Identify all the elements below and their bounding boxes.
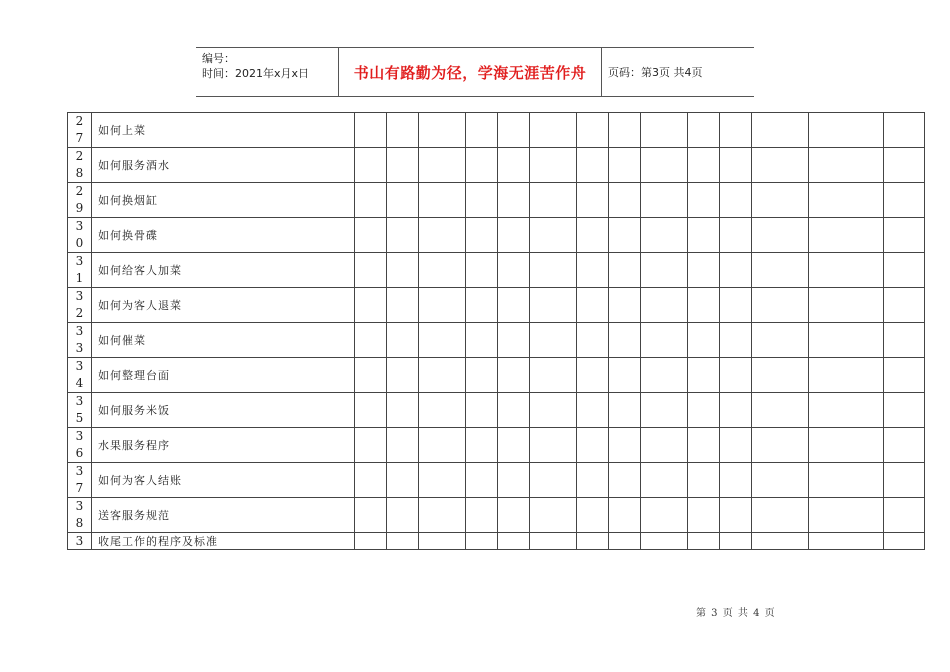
empty-cell [466,113,498,148]
empty-cell [809,323,884,358]
empty-cell [752,358,809,393]
row-item-label: 如何换骨碟 [92,218,355,253]
row-number [68,358,92,393]
empty-cell [884,253,925,288]
empty-cell [355,323,387,358]
empty-cell [720,183,752,218]
row-number-digit: 5 [75,411,84,425]
empty-cell [809,358,884,393]
empty-cell [641,393,688,428]
empty-cell [884,463,925,498]
empty-cell [720,323,752,358]
empty-cell [688,358,720,393]
row-number-digit: 2 [75,149,84,163]
empty-cell [387,183,419,218]
row-item-label: 水果服务程序 [92,428,355,463]
empty-cell [498,533,530,550]
empty-cell [498,148,530,183]
date-label: 时间：2021年x月x日 [202,67,310,80]
empty-cell [577,533,609,550]
row-number-digit: 8 [75,166,84,180]
row-number [68,393,92,428]
row-number-digit: 2 [75,184,84,198]
empty-cell [498,218,530,253]
empty-cell [641,113,688,148]
empty-cell [355,393,387,428]
empty-cell [466,428,498,463]
page-footer: 第 3 页 共 4 页 [696,608,776,619]
row-item-label: 如何给客人加菜 [92,253,355,288]
page-header [196,47,754,97]
empty-cell [720,218,752,253]
row-item-label: 如何为客人结账 [92,463,355,498]
empty-cell [884,428,925,463]
row-item-label: 如何整理台面 [92,358,355,393]
empty-cell [577,498,609,533]
empty-cell [530,148,577,183]
empty-cell [577,393,609,428]
training-checklist-table [67,112,925,550]
empty-cell [577,148,609,183]
row-number-digit: 7 [75,131,84,145]
empty-cell [688,148,720,183]
empty-cell [387,533,419,550]
empty-cell [809,533,884,550]
row-number-digit: 8 [75,516,84,530]
empty-cell [720,428,752,463]
empty-cell [809,288,884,323]
empty-cell [419,113,466,148]
empty-cell [752,148,809,183]
empty-cell [688,218,720,253]
row-number-digit: 3 [75,359,84,373]
empty-cell [355,533,387,550]
row-number-digit: 3 [75,289,84,303]
row-number-digit: 9 [75,201,84,215]
empty-cell [530,498,577,533]
empty-cell [720,393,752,428]
empty-cell [355,428,387,463]
row-number-digit: 2 [75,114,84,128]
table-row [68,498,925,533]
row-number-digit: 1 [75,271,84,285]
empty-cell [809,183,884,218]
row-number-digit: 7 [75,481,84,495]
empty-cell [688,463,720,498]
empty-cell [884,148,925,183]
empty-cell [387,288,419,323]
empty-cell [884,113,925,148]
empty-cell [419,288,466,323]
empty-cell [752,428,809,463]
empty-cell [498,428,530,463]
empty-cell [809,148,884,183]
empty-cell [355,463,387,498]
empty-cell [387,113,419,148]
table-row [68,148,925,183]
empty-cell [498,183,530,218]
empty-cell [752,463,809,498]
empty-cell [720,358,752,393]
empty-cell [355,148,387,183]
empty-cell [641,323,688,358]
empty-cell [884,533,925,550]
empty-cell [809,463,884,498]
empty-cell [530,218,577,253]
empty-cell [387,253,419,288]
empty-cell [609,358,641,393]
empty-cell [884,358,925,393]
row-item-label: 如何服务米饭 [92,393,355,428]
empty-cell [466,533,498,550]
row-number [68,323,92,358]
row-number-digit: 6 [75,446,84,460]
empty-cell [530,533,577,550]
empty-cell [498,288,530,323]
empty-cell [466,218,498,253]
empty-cell [498,323,530,358]
empty-cell [641,463,688,498]
table-row [68,113,925,148]
empty-cell [641,218,688,253]
empty-cell [609,288,641,323]
empty-cell [752,498,809,533]
empty-cell [466,183,498,218]
table-row [68,393,925,428]
empty-cell [498,113,530,148]
empty-cell [498,393,530,428]
table-row [68,253,925,288]
row-number [68,463,92,498]
empty-cell [466,393,498,428]
empty-cell [641,148,688,183]
empty-cell [466,498,498,533]
empty-cell [884,498,925,533]
empty-cell [809,428,884,463]
empty-cell [530,393,577,428]
empty-cell [419,218,466,253]
empty-cell [720,148,752,183]
row-number-digit: 3 [75,219,84,233]
empty-cell [387,218,419,253]
row-number [68,288,92,323]
empty-cell [419,253,466,288]
empty-cell [688,533,720,550]
empty-cell [720,533,752,550]
empty-cell [720,463,752,498]
row-item-label: 如何催菜 [92,323,355,358]
empty-cell [355,358,387,393]
row-number-digit: 2 [75,306,84,320]
empty-cell [466,463,498,498]
empty-cell [884,288,925,323]
empty-cell [530,183,577,218]
row-number-digit: 0 [75,236,84,250]
empty-cell [530,428,577,463]
empty-cell [577,113,609,148]
empty-cell [884,218,925,253]
row-number [68,428,92,463]
empty-cell [609,253,641,288]
empty-cell [466,358,498,393]
empty-cell [387,393,419,428]
empty-cell [641,428,688,463]
empty-cell [752,183,809,218]
empty-cell [387,323,419,358]
empty-cell [387,358,419,393]
empty-cell [466,288,498,323]
empty-cell [498,463,530,498]
empty-cell [577,428,609,463]
number-label: 编号： [202,52,235,65]
empty-cell [577,288,609,323]
row-number [68,148,92,183]
row-number [68,113,92,148]
empty-cell [720,498,752,533]
header-motto: 书山有路勤为径，学海无涯苦作舟 [353,63,587,82]
empty-cell [609,113,641,148]
empty-cell [809,113,884,148]
row-number-digit: 4 [75,376,84,390]
table-row [68,428,925,463]
row-number [68,218,92,253]
empty-cell [419,428,466,463]
empty-cell [466,323,498,358]
empty-cell [809,498,884,533]
row-number [68,183,92,218]
empty-cell [609,218,641,253]
row-number-digit: 3 [75,324,84,338]
empty-cell [688,498,720,533]
empty-cell [355,498,387,533]
empty-cell [752,218,809,253]
row-number [68,253,92,288]
empty-cell [419,393,466,428]
empty-cell [609,393,641,428]
empty-cell [355,253,387,288]
empty-cell [419,323,466,358]
empty-cell [530,358,577,393]
empty-cell [641,498,688,533]
empty-cell [355,288,387,323]
empty-cell [466,148,498,183]
empty-cell [688,253,720,288]
empty-cell [609,533,641,550]
row-item-label: 收尾工作的程序及标准 [92,533,355,550]
empty-cell [752,113,809,148]
empty-cell [809,253,884,288]
empty-cell [577,323,609,358]
table-row [68,533,925,550]
empty-cell [884,323,925,358]
empty-cell [641,288,688,323]
row-number-digit: 3 [75,464,84,478]
empty-cell [688,183,720,218]
empty-cell [530,463,577,498]
empty-cell [498,498,530,533]
row-number-digit: 3 [75,499,84,513]
empty-cell [577,358,609,393]
empty-cell [641,183,688,218]
empty-cell [530,323,577,358]
empty-cell [387,498,419,533]
empty-cell [752,253,809,288]
empty-cell [884,393,925,428]
empty-cell [609,498,641,533]
row-number-digit: 3 [75,254,84,268]
table-row [68,218,925,253]
empty-cell [809,393,884,428]
empty-cell [688,288,720,323]
empty-cell [641,253,688,288]
empty-cell [387,148,419,183]
empty-cell [419,463,466,498]
header-meta [202,51,309,81]
table-row [68,463,925,498]
empty-cell [387,428,419,463]
empty-cell [641,533,688,550]
empty-cell [466,253,498,288]
empty-cell [688,323,720,358]
empty-cell [577,218,609,253]
empty-cell [419,498,466,533]
table-row [68,358,925,393]
header-page-label: 页码：第3页 共4页 [608,66,703,79]
empty-cell [498,358,530,393]
empty-cell [419,533,466,550]
empty-cell [688,393,720,428]
table-row [68,323,925,358]
empty-cell [884,183,925,218]
row-number-digit: 3 [75,534,84,548]
empty-cell [419,148,466,183]
empty-cell [530,253,577,288]
empty-cell [641,358,688,393]
row-number-digit: 3 [75,341,84,355]
empty-cell [419,183,466,218]
empty-cell [752,323,809,358]
row-number-digit: 3 [75,394,84,408]
row-number [68,498,92,533]
empty-cell [720,113,752,148]
empty-cell [809,218,884,253]
empty-cell [609,428,641,463]
empty-cell [577,463,609,498]
empty-cell [577,253,609,288]
table-row [68,288,925,323]
empty-cell [387,463,419,498]
row-item-label: 如何上菜 [92,113,355,148]
empty-cell [720,288,752,323]
empty-cell [530,288,577,323]
row-item-label: 送客服务规范 [92,498,355,533]
empty-cell [609,148,641,183]
empty-cell [609,323,641,358]
empty-cell [530,113,577,148]
empty-cell [688,428,720,463]
row-item-label: 如何换烟缸 [92,183,355,218]
empty-cell [355,113,387,148]
row-number [68,533,92,550]
row-number-digit: 3 [75,429,84,443]
empty-cell [609,183,641,218]
empty-cell [498,253,530,288]
empty-cell [355,183,387,218]
empty-cell [577,183,609,218]
empty-cell [688,113,720,148]
table-row [68,183,925,218]
row-item-label: 如何为客人退菜 [92,288,355,323]
empty-cell [419,358,466,393]
empty-cell [752,533,809,550]
empty-cell [752,393,809,428]
empty-cell [355,218,387,253]
empty-cell [752,288,809,323]
empty-cell [720,253,752,288]
row-item-label: 如何服务酒水 [92,148,355,183]
empty-cell [609,463,641,498]
